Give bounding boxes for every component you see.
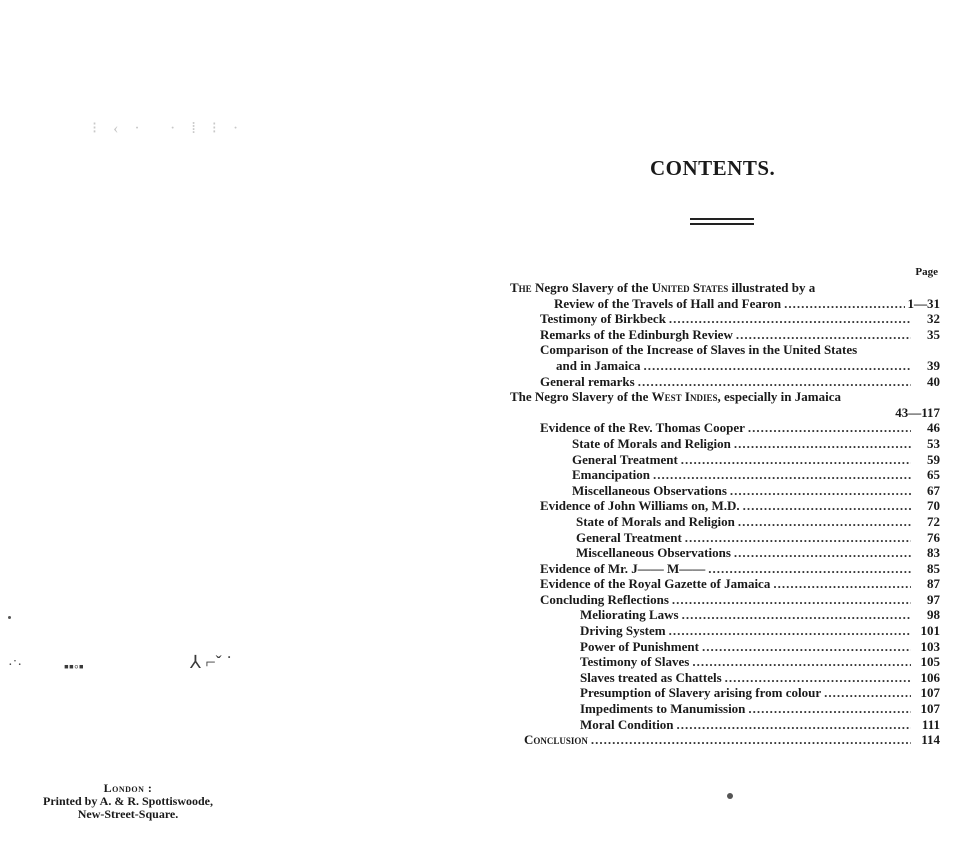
toc-entry-title bbox=[572, 436, 731, 452]
dot-leader bbox=[682, 607, 911, 623]
dot-leader bbox=[692, 654, 911, 670]
dot-leader bbox=[743, 498, 911, 514]
dot-leader bbox=[824, 685, 911, 701]
toc-page-number: 111 bbox=[921, 716, 940, 732]
toc-entry-title bbox=[580, 717, 674, 733]
toc-page-number: 53 bbox=[927, 435, 940, 451]
dot-leader bbox=[681, 452, 911, 468]
ink-smudge: ⅄ ⌐ˇ ˙ bbox=[190, 652, 233, 672]
toc-entry-title bbox=[572, 467, 650, 483]
toc-entry bbox=[510, 654, 940, 670]
toc-page-number: 83 bbox=[927, 545, 940, 561]
toc-page-number: 32 bbox=[927, 311, 940, 327]
toc-page-number: 40 bbox=[927, 373, 940, 389]
toc-entry-title bbox=[554, 296, 781, 312]
toc-entry bbox=[510, 639, 940, 655]
toc-entry-title bbox=[540, 342, 940, 358]
toc-entry-text: Impediments to Manumission bbox=[580, 701, 746, 717]
dot-leader bbox=[669, 623, 911, 639]
dot-leader bbox=[653, 467, 911, 483]
toc-entry bbox=[510, 327, 940, 343]
bleed-through-mark: ⁝ ‹ · bbox=[92, 120, 146, 137]
page-column-label: Page bbox=[915, 266, 938, 278]
dot-leader bbox=[591, 732, 911, 748]
toc-page-number: 70 bbox=[927, 498, 940, 514]
toc-page-number: 106 bbox=[920, 669, 940, 685]
dot-leader bbox=[748, 420, 911, 436]
toc-entry-title bbox=[580, 654, 689, 670]
toc-entry bbox=[510, 311, 940, 327]
toc-entry-title bbox=[510, 280, 940, 296]
ink-smudge: ·˙· bbox=[8, 658, 22, 673]
toc-entry-text: Concluding Reflections bbox=[540, 591, 669, 607]
toc-entry bbox=[510, 389, 940, 405]
page-title: CONTENTS. bbox=[650, 156, 776, 180]
toc-entry bbox=[510, 685, 940, 701]
toc-page-number: 85 bbox=[927, 560, 940, 576]
toc-entry-title bbox=[510, 389, 940, 405]
toc-entry bbox=[510, 670, 940, 686]
toc-entry bbox=[510, 561, 940, 577]
toc-entry bbox=[510, 483, 940, 499]
toc-entry-title bbox=[540, 327, 733, 343]
title-rule bbox=[690, 218, 754, 220]
toc-entry bbox=[510, 514, 940, 530]
toc-entry-title bbox=[580, 701, 745, 717]
right-page bbox=[490, 0, 980, 847]
dot-leader bbox=[638, 374, 911, 390]
toc-entry-small-caps: West Indies bbox=[651, 389, 718, 405]
toc-entry-title bbox=[540, 498, 740, 514]
toc-entry-text: Evidence of the Rev. Thomas Cooper bbox=[540, 420, 745, 436]
toc-entry bbox=[510, 623, 940, 639]
toc-entry bbox=[510, 732, 940, 748]
toc-entry bbox=[510, 592, 940, 608]
toc-entry-text: Presumption of Slavery arising from colour bbox=[580, 685, 822, 701]
toc-page-number: 35 bbox=[927, 326, 940, 342]
ink-smudge: ▪▪◦▪ bbox=[64, 660, 84, 675]
title-rule bbox=[690, 223, 754, 225]
ink-dot bbox=[8, 616, 11, 619]
toc-entry-title bbox=[540, 592, 669, 608]
toc-entry bbox=[510, 280, 940, 296]
toc-entry-text: Evidence of Mr. J—— M—— bbox=[540, 560, 706, 576]
toc-entry-text: Meliorating Laws bbox=[580, 607, 679, 623]
dot-leader bbox=[784, 296, 904, 312]
toc-entry-small-caps: Conclusion bbox=[524, 732, 588, 748]
toc-entry-title bbox=[576, 514, 735, 530]
toc-entry-initial-word: The bbox=[510, 280, 532, 295]
toc-entry bbox=[510, 576, 940, 592]
toc-entry-text: Evidence of John Williams on, M.D. bbox=[540, 498, 740, 514]
toc-page-number: 105 bbox=[920, 654, 940, 670]
toc-page-number: 103 bbox=[920, 638, 940, 654]
dot-leader bbox=[773, 576, 911, 592]
toc-entry-text: Testimony of Slaves bbox=[580, 654, 690, 670]
dot-leader bbox=[736, 327, 911, 343]
dot-leader bbox=[730, 483, 911, 499]
toc-entry-title bbox=[580, 639, 699, 655]
toc-entry-text: Driving System bbox=[580, 623, 666, 639]
toc-entry-title bbox=[556, 358, 641, 374]
toc-entry-text: Negro Slavery of the bbox=[531, 280, 652, 295]
toc-entry-text: Remarks of the Edinburgh Review bbox=[540, 326, 733, 342]
toc-entry-title bbox=[580, 623, 666, 639]
dot-leader bbox=[702, 639, 911, 655]
toc-entry-title bbox=[576, 530, 682, 546]
toc-entry bbox=[510, 420, 940, 436]
toc-page-number: 39 bbox=[927, 357, 940, 373]
toc-entry-text: Miscellaneous Observations bbox=[576, 545, 731, 561]
dot-leader bbox=[725, 670, 911, 686]
dot-leader bbox=[669, 311, 911, 327]
toc-page-number: 101 bbox=[920, 623, 940, 639]
contents-list bbox=[510, 264, 940, 748]
toc-entry-text: The Negro Slavery of the bbox=[510, 389, 652, 405]
toc-entry-title bbox=[580, 670, 722, 686]
imprint-city: London : bbox=[103, 781, 153, 795]
toc-entry bbox=[510, 530, 940, 546]
toc-entry bbox=[510, 358, 940, 374]
toc-page-number: 76 bbox=[927, 529, 940, 545]
ink-dot bbox=[727, 793, 733, 799]
toc-entry bbox=[510, 607, 940, 623]
toc-entry bbox=[510, 717, 940, 733]
toc-entry-title bbox=[540, 374, 635, 390]
toc-page-number: 107 bbox=[920, 685, 940, 701]
toc-entry-text: General Treatment bbox=[572, 451, 678, 467]
toc-entry bbox=[510, 498, 940, 514]
toc-entry-text: State of Morals and Religion bbox=[576, 513, 735, 529]
toc-entry bbox=[510, 296, 940, 312]
toc-entry-text: General remarks bbox=[540, 373, 635, 389]
toc-entry bbox=[510, 545, 940, 561]
toc-entry-title bbox=[524, 732, 588, 748]
toc-page-number: 114 bbox=[921, 732, 940, 748]
dot-leader bbox=[644, 358, 911, 374]
toc-entry bbox=[510, 467, 940, 483]
toc-page-number: 1—31 bbox=[907, 295, 940, 311]
toc-page-number: 46 bbox=[927, 420, 940, 436]
toc-entry-text: illustrated by a bbox=[728, 280, 816, 295]
toc-entry-text: Evidence of the Royal Gazette of Jamaica bbox=[540, 576, 771, 592]
toc-entry bbox=[510, 436, 940, 452]
toc-entry-text: Emancipation bbox=[572, 467, 651, 483]
dot-leader bbox=[734, 545, 911, 561]
toc-entry bbox=[510, 374, 940, 390]
toc-entry-title bbox=[540, 576, 770, 592]
toc-entry-title bbox=[576, 545, 731, 561]
dot-leader bbox=[748, 701, 911, 717]
toc-page-number: 43—117 bbox=[895, 404, 940, 420]
toc-entry-text: Comparison of the Increase of Slaves in the United States bbox=[540, 342, 858, 358]
toc-entry-text: Power of Punishment bbox=[580, 638, 699, 654]
dot-leader bbox=[734, 436, 911, 452]
toc-entry-text: Review of the Travels of Hall and Fearon bbox=[554, 295, 782, 311]
dot-leader bbox=[685, 530, 911, 546]
toc-entry-text: General Treatment bbox=[576, 529, 682, 545]
toc-entry-title bbox=[580, 607, 679, 623]
toc-entry-text: Testimony of Birkbeck bbox=[540, 311, 666, 327]
toc-entry-text: State of Morals and Religion bbox=[572, 435, 731, 451]
toc-entry-text: and in Jamaica bbox=[556, 357, 641, 373]
toc-page-number: 72 bbox=[927, 513, 940, 529]
dot-leader bbox=[677, 717, 911, 733]
toc-entry-title bbox=[572, 452, 678, 468]
bleed-through-mark: · ⁞ ⁝ · bbox=[170, 120, 245, 137]
toc-entry-text: Moral Condition bbox=[580, 716, 674, 732]
toc-entry bbox=[510, 342, 940, 358]
toc-page-number: 87 bbox=[927, 576, 940, 592]
printer-imprint bbox=[18, 782, 238, 821]
toc-entry bbox=[510, 701, 940, 717]
toc-entry bbox=[510, 405, 940, 421]
dot-leader bbox=[708, 561, 911, 577]
toc-page-number: 65 bbox=[927, 467, 940, 483]
toc-entry bbox=[510, 452, 940, 468]
toc-entry-title bbox=[540, 561, 705, 577]
toc-page-number: 67 bbox=[927, 482, 940, 498]
toc-page-number: 107 bbox=[920, 701, 940, 717]
toc-page-number: 59 bbox=[927, 451, 940, 467]
toc-entry-title bbox=[580, 685, 821, 701]
imprint-address: New-Street-Square. bbox=[77, 807, 179, 821]
toc-entry-title bbox=[540, 311, 666, 327]
toc-entry-text: , especially in Jamaica bbox=[717, 389, 841, 405]
toc-entry-text: Slaves treated as Chattels bbox=[580, 669, 722, 685]
toc-entry-text: Miscellaneous Observations bbox=[572, 482, 727, 498]
toc-entry-title bbox=[572, 483, 727, 499]
toc-entry-small-caps: United States bbox=[651, 280, 729, 295]
dot-leader bbox=[738, 514, 911, 530]
toc-entry-title bbox=[540, 420, 745, 436]
imprint-printer: Printed by A. & R. Spottiswoode, bbox=[42, 794, 213, 808]
dot-leader bbox=[672, 592, 911, 608]
toc-page-number: 97 bbox=[927, 591, 940, 607]
toc-page-number: 98 bbox=[927, 607, 940, 623]
